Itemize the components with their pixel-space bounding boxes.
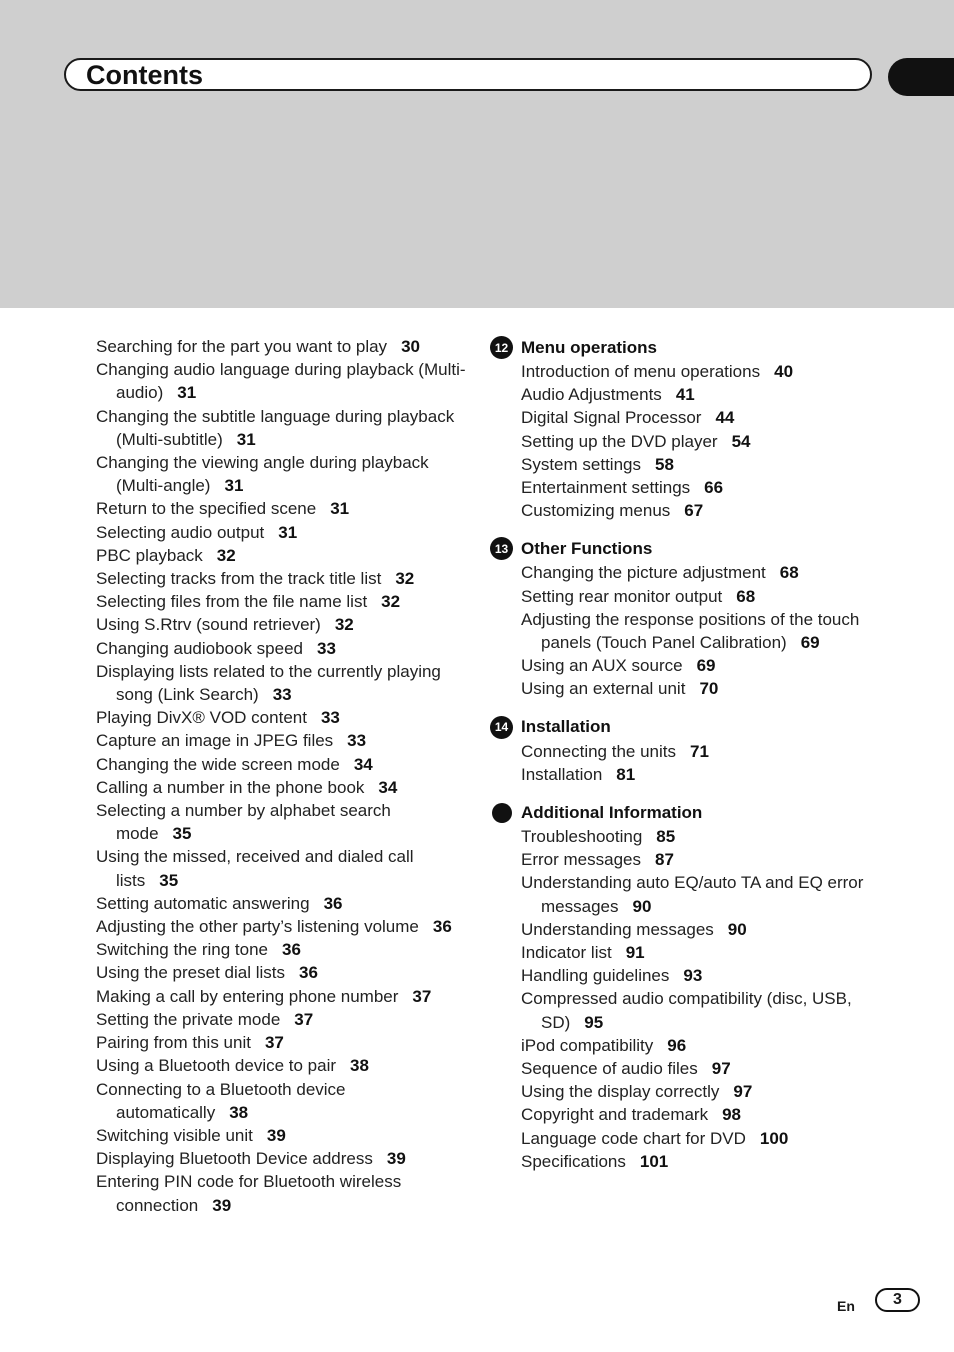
toc-entry-title: Using a Bluetooth device to pair bbox=[96, 1056, 337, 1076]
section-title: Additional Information bbox=[521, 802, 703, 822]
toc-entry[interactable] bbox=[96, 1147, 466, 1170]
toc-entry-title: Using an external unit bbox=[521, 679, 686, 699]
toc-entry-page: 32 bbox=[395, 569, 415, 589]
toc-entry[interactable] bbox=[96, 915, 466, 938]
toc-entry[interactable] bbox=[521, 406, 890, 429]
toc-entry[interactable] bbox=[521, 848, 890, 871]
toc-entry-title: Using S.Rtrv (sound retriever) bbox=[96, 615, 321, 635]
toc-entry[interactable] bbox=[96, 1008, 466, 1031]
toc-entry[interactable] bbox=[521, 941, 890, 964]
toc-entry-title: Connecting to a Bluetooth device automatically bbox=[96, 1079, 346, 1122]
toc-entry-page: 36 bbox=[432, 917, 452, 937]
toc-entry[interactable] bbox=[521, 677, 890, 700]
toc-entry-title: Adjusting the response positions of the touch panels (Touch Panel Calibration) bbox=[521, 609, 860, 653]
toc-entry[interactable] bbox=[96, 544, 466, 567]
toc-entry[interactable] bbox=[96, 961, 466, 984]
toc-entry-title: Sequence of audio files bbox=[521, 1059, 698, 1079]
header-band bbox=[0, 0, 954, 308]
toc-entry-title: Changing the picture adjustment bbox=[521, 563, 766, 583]
toc-entry-title: Displaying lists related to the currently playing song (Link Search) bbox=[96, 661, 441, 705]
toc-entry-title: Changing the wide screen mode bbox=[96, 754, 340, 774]
toc-entry-page: 95 bbox=[584, 1012, 604, 1032]
toc-entry[interactable] bbox=[96, 753, 466, 776]
toc-entry-page: 68 bbox=[736, 586, 756, 606]
toc-entry[interactable] bbox=[96, 613, 466, 636]
toc-left-column bbox=[96, 335, 466, 1217]
toc-entry-page: 31 bbox=[330, 499, 350, 519]
language-label: En bbox=[837, 1298, 855, 1314]
toc-entry-title: Pairing from this unit bbox=[96, 1033, 251, 1053]
toc-entry[interactable] bbox=[521, 499, 890, 522]
toc-entry-page: 91 bbox=[625, 943, 645, 963]
toc-entry-title: Switching visible unit bbox=[96, 1125, 253, 1145]
toc-entry-page: 96 bbox=[667, 1035, 687, 1055]
toc-entry[interactable] bbox=[96, 497, 466, 520]
toc-entry-title: Using the preset dial lists bbox=[96, 963, 285, 983]
toc-entry[interactable] bbox=[96, 451, 466, 497]
toc-entry-title: Selecting audio output bbox=[96, 522, 265, 542]
toc-entry-page: 32 bbox=[216, 545, 236, 565]
toc-entry-page: 101 bbox=[639, 1151, 669, 1171]
toc-entry-page: 97 bbox=[711, 1059, 731, 1079]
toc-entry[interactable] bbox=[96, 567, 466, 590]
toc-entry-page: 34 bbox=[353, 754, 373, 774]
toc-entry-page: 32 bbox=[334, 615, 354, 635]
toc-entry[interactable] bbox=[96, 776, 466, 799]
toc-entry[interactable] bbox=[96, 590, 466, 613]
toc-entry[interactable] bbox=[96, 892, 466, 915]
toc-entry-title: Capture an image in JPEG files bbox=[96, 731, 334, 751]
toc-entry-title: Handling guidelines bbox=[521, 966, 670, 986]
toc-entry[interactable] bbox=[96, 706, 466, 729]
toc-entry[interactable] bbox=[521, 561, 890, 584]
toc-entry-page: 87 bbox=[654, 850, 674, 870]
toc-entry[interactable] bbox=[521, 871, 890, 917]
toc-entry-page: 39 bbox=[386, 1149, 406, 1169]
toc-entry[interactable] bbox=[96, 985, 466, 1008]
toc-entry-page: 71 bbox=[690, 741, 709, 761]
section-heading[interactable] bbox=[490, 715, 890, 740]
toc-entry-title: Using the display correctly bbox=[521, 1082, 720, 1102]
toc-entry-title: Return to the specified scene bbox=[96, 499, 317, 519]
toc-entry[interactable] bbox=[521, 476, 890, 499]
toc-entry[interactable] bbox=[521, 360, 890, 383]
toc-entry[interactable] bbox=[96, 938, 466, 961]
toc-entry[interactable] bbox=[521, 964, 890, 987]
toc-entry[interactable] bbox=[96, 729, 466, 752]
section-heading[interactable] bbox=[490, 536, 890, 561]
toc-entry-page: 33 bbox=[272, 685, 292, 705]
section-number-badge: 13 bbox=[490, 537, 513, 560]
toc-entry[interactable] bbox=[96, 1124, 466, 1147]
toc-entry[interactable] bbox=[96, 1170, 466, 1216]
toc-entry[interactable] bbox=[521, 740, 890, 763]
toc-entry[interactable] bbox=[96, 358, 466, 404]
section-number-badge: 14 bbox=[490, 716, 513, 739]
toc-entry-title: Changing the subtitle language during playback (Multi-subtitle) bbox=[96, 406, 455, 449]
toc-entry-title: PBC playback bbox=[96, 545, 203, 565]
toc-entry-title: Entering PIN code for Bluetooth wireless connection bbox=[96, 1172, 402, 1215]
toc-entry-title: Setting the private mode bbox=[96, 1009, 281, 1029]
toc-entry-page: 36 bbox=[323, 893, 343, 913]
section-number-badge: 12 bbox=[490, 336, 513, 359]
toc-entry-title: Making a call by entering phone number bbox=[96, 986, 399, 1006]
toc-entry-title: Digital Signal Processor bbox=[521, 408, 702, 428]
toc-entry-page: 32 bbox=[381, 592, 401, 612]
toc-entry-title: Changing audio language during playback (Multi-audio) bbox=[96, 360, 466, 403]
toc-entry-page: 37 bbox=[264, 1033, 284, 1053]
section-title: Menu operations bbox=[521, 337, 658, 357]
toc-entry[interactable] bbox=[96, 799, 466, 845]
toc-entry[interactable] bbox=[521, 1034, 890, 1057]
toc-entry[interactable] bbox=[96, 521, 466, 544]
toc-entry-page: 31 bbox=[236, 429, 256, 449]
toc-entry[interactable] bbox=[521, 585, 890, 608]
toc-entry[interactable] bbox=[521, 654, 890, 677]
toc-entry[interactable] bbox=[521, 1103, 890, 1126]
toc-section bbox=[490, 800, 890, 1173]
toc-entry-page: 33 bbox=[320, 708, 340, 728]
toc-entry-page: 69 bbox=[696, 656, 716, 676]
toc-entry-page: 31 bbox=[177, 383, 197, 403]
toc-entry-page: 54 bbox=[731, 431, 751, 451]
section-title: Installation bbox=[521, 717, 611, 737]
section-number-badge bbox=[492, 803, 512, 823]
toc-entry[interactable] bbox=[521, 825, 890, 848]
toc-entry-page: 81 bbox=[616, 764, 636, 784]
toc-entry-page: 33 bbox=[317, 638, 336, 658]
toc-section bbox=[490, 536, 890, 700]
toc-right-column bbox=[490, 335, 890, 1187]
toc-entry[interactable] bbox=[521, 453, 890, 476]
toc-entry-page: 33 bbox=[347, 731, 367, 751]
toc-entry-page: 35 bbox=[172, 824, 192, 844]
toc-entry-title: Customizing menus bbox=[521, 501, 671, 521]
toc-entry[interactable] bbox=[521, 1057, 890, 1080]
toc-entry-page: 58 bbox=[655, 454, 674, 474]
toc-entry[interactable] bbox=[96, 660, 466, 706]
toc-entry-title: Language code chart for DVD bbox=[521, 1128, 746, 1148]
toc-entry-title: System settings bbox=[521, 454, 641, 474]
toc-entry-title: Playing DivX® VOD content bbox=[96, 708, 307, 728]
toc-entry-page: 30 bbox=[401, 337, 420, 356]
toc-entry-page: 44 bbox=[715, 408, 735, 428]
toc-entry[interactable] bbox=[521, 763, 890, 786]
toc-entry-title: Adjusting the other party’s listening volume bbox=[96, 917, 419, 937]
toc-entry-title: Setting rear monitor output bbox=[521, 586, 723, 606]
toc-entry-page: 39 bbox=[266, 1125, 286, 1145]
toc-entry[interactable] bbox=[96, 845, 466, 891]
toc-entry-title: Setting automatic answering bbox=[96, 893, 310, 913]
section-title: Other Functions bbox=[521, 538, 653, 558]
toc-entry-page: 39 bbox=[212, 1195, 232, 1215]
toc-entry-title: Installation bbox=[521, 764, 603, 784]
toc-entry[interactable] bbox=[521, 383, 890, 406]
section-heading[interactable] bbox=[490, 335, 890, 360]
toc-entry-title: Changing audiobook speed bbox=[96, 638, 304, 658]
toc-entry-title: Switching the ring tone bbox=[96, 940, 268, 960]
page-number: 3 bbox=[875, 1288, 920, 1312]
toc-entry-page: 100 bbox=[759, 1128, 789, 1148]
toc-entry-page: 31 bbox=[278, 522, 298, 542]
toc-entry[interactable] bbox=[521, 608, 890, 654]
toc-entry-title: Indicator list bbox=[521, 943, 612, 963]
toc-entry-page: 90 bbox=[727, 919, 747, 939]
toc-entry[interactable] bbox=[96, 1054, 466, 1077]
toc-entry-title: Changing the viewing angle during playback (Multi-angle) bbox=[96, 453, 429, 496]
toc-entry-page: 34 bbox=[378, 777, 398, 797]
toc-entry-title: Compressed audio compatibility (disc, USB, SD) bbox=[521, 989, 852, 1032]
section-tab-marker bbox=[888, 58, 954, 96]
toc-entry-page: 37 bbox=[294, 1009, 314, 1029]
toc-entry-page: 36 bbox=[282, 940, 301, 960]
page-title: Contents bbox=[86, 60, 203, 90]
toc-entry-title: Selecting tracks from the track title list bbox=[96, 569, 382, 589]
toc-entry-title: Calling a number in the phone book bbox=[96, 777, 365, 797]
toc-entry[interactable] bbox=[96, 405, 466, 451]
toc-entry-page: 38 bbox=[350, 1056, 369, 1076]
title-pill bbox=[64, 58, 872, 91]
toc-entry-title: Using an AUX source bbox=[521, 656, 683, 676]
toc-section bbox=[490, 715, 890, 786]
toc-entry[interactable] bbox=[521, 1150, 890, 1173]
toc-entry-page: 97 bbox=[733, 1082, 753, 1102]
toc-entry-page: 93 bbox=[683, 966, 703, 986]
toc-entry-title: Connecting the units bbox=[521, 741, 676, 761]
toc-entry-page: 31 bbox=[224, 476, 244, 496]
toc-entry-page: 70 bbox=[699, 679, 719, 699]
toc-entry-title: iPod compatibility bbox=[521, 1035, 654, 1055]
toc-entry[interactable] bbox=[521, 430, 890, 453]
toc-entry-title: Error messages bbox=[521, 850, 641, 870]
toc-entry-title: Understanding auto EQ/auto TA and EQ error messages bbox=[521, 873, 864, 916]
toc-entry-page: 90 bbox=[632, 896, 652, 916]
toc-entry[interactable] bbox=[96, 637, 466, 660]
toc-entry-title: Selecting a number by alphabet search mode bbox=[96, 801, 391, 844]
toc-entry-title: Audio Adjustments bbox=[521, 385, 662, 405]
toc-entry-page: 41 bbox=[675, 385, 695, 405]
toc-entry-title: Introduction of menu operations bbox=[521, 362, 761, 381]
toc-entry-page: 85 bbox=[656, 827, 676, 847]
toc-entry-page: 98 bbox=[722, 1105, 742, 1125]
toc-entry[interactable] bbox=[96, 1031, 466, 1054]
toc-entry[interactable] bbox=[96, 335, 466, 358]
toc-entry-title: Troubleshooting bbox=[521, 827, 643, 847]
toc-section bbox=[490, 335, 890, 522]
section-heading[interactable] bbox=[490, 800, 890, 825]
toc-entry-title: Searching for the part you want to play bbox=[96, 337, 388, 356]
toc-entry-page: 37 bbox=[412, 986, 432, 1006]
toc-entry-page: 66 bbox=[704, 478, 724, 498]
toc-entry[interactable] bbox=[96, 1078, 466, 1124]
toc-entry-page: 35 bbox=[159, 870, 179, 890]
toc-entry-page: 38 bbox=[229, 1102, 249, 1122]
toc-entry-page: 40 bbox=[774, 362, 794, 381]
toc-entry[interactable] bbox=[521, 918, 890, 941]
toc-entry[interactable] bbox=[521, 987, 890, 1033]
toc-entry-title: Understanding messages bbox=[521, 919, 714, 939]
toc-entry-title: Setting up the DVD player bbox=[521, 431, 718, 451]
toc-entry[interactable] bbox=[521, 1127, 890, 1150]
toc-entry-title: Copyright and trademark bbox=[521, 1105, 709, 1125]
toc-entry-page: 68 bbox=[779, 563, 799, 583]
toc-entry-page: 36 bbox=[298, 963, 318, 983]
toc-entry-page: 67 bbox=[684, 501, 704, 521]
toc-entry[interactable] bbox=[521, 1080, 890, 1103]
toc-entry-title: Entertainment settings bbox=[521, 478, 691, 498]
toc-entry-title: Selecting files from the file name list bbox=[96, 592, 368, 612]
toc-entry-title: Using the missed, received and dialed call lists bbox=[96, 847, 414, 890]
toc-entry-title: Displaying Bluetooth Device address bbox=[96, 1149, 373, 1169]
toc-entry-title: Specifications bbox=[521, 1151, 626, 1171]
toc-entry-page: 69 bbox=[800, 633, 820, 653]
